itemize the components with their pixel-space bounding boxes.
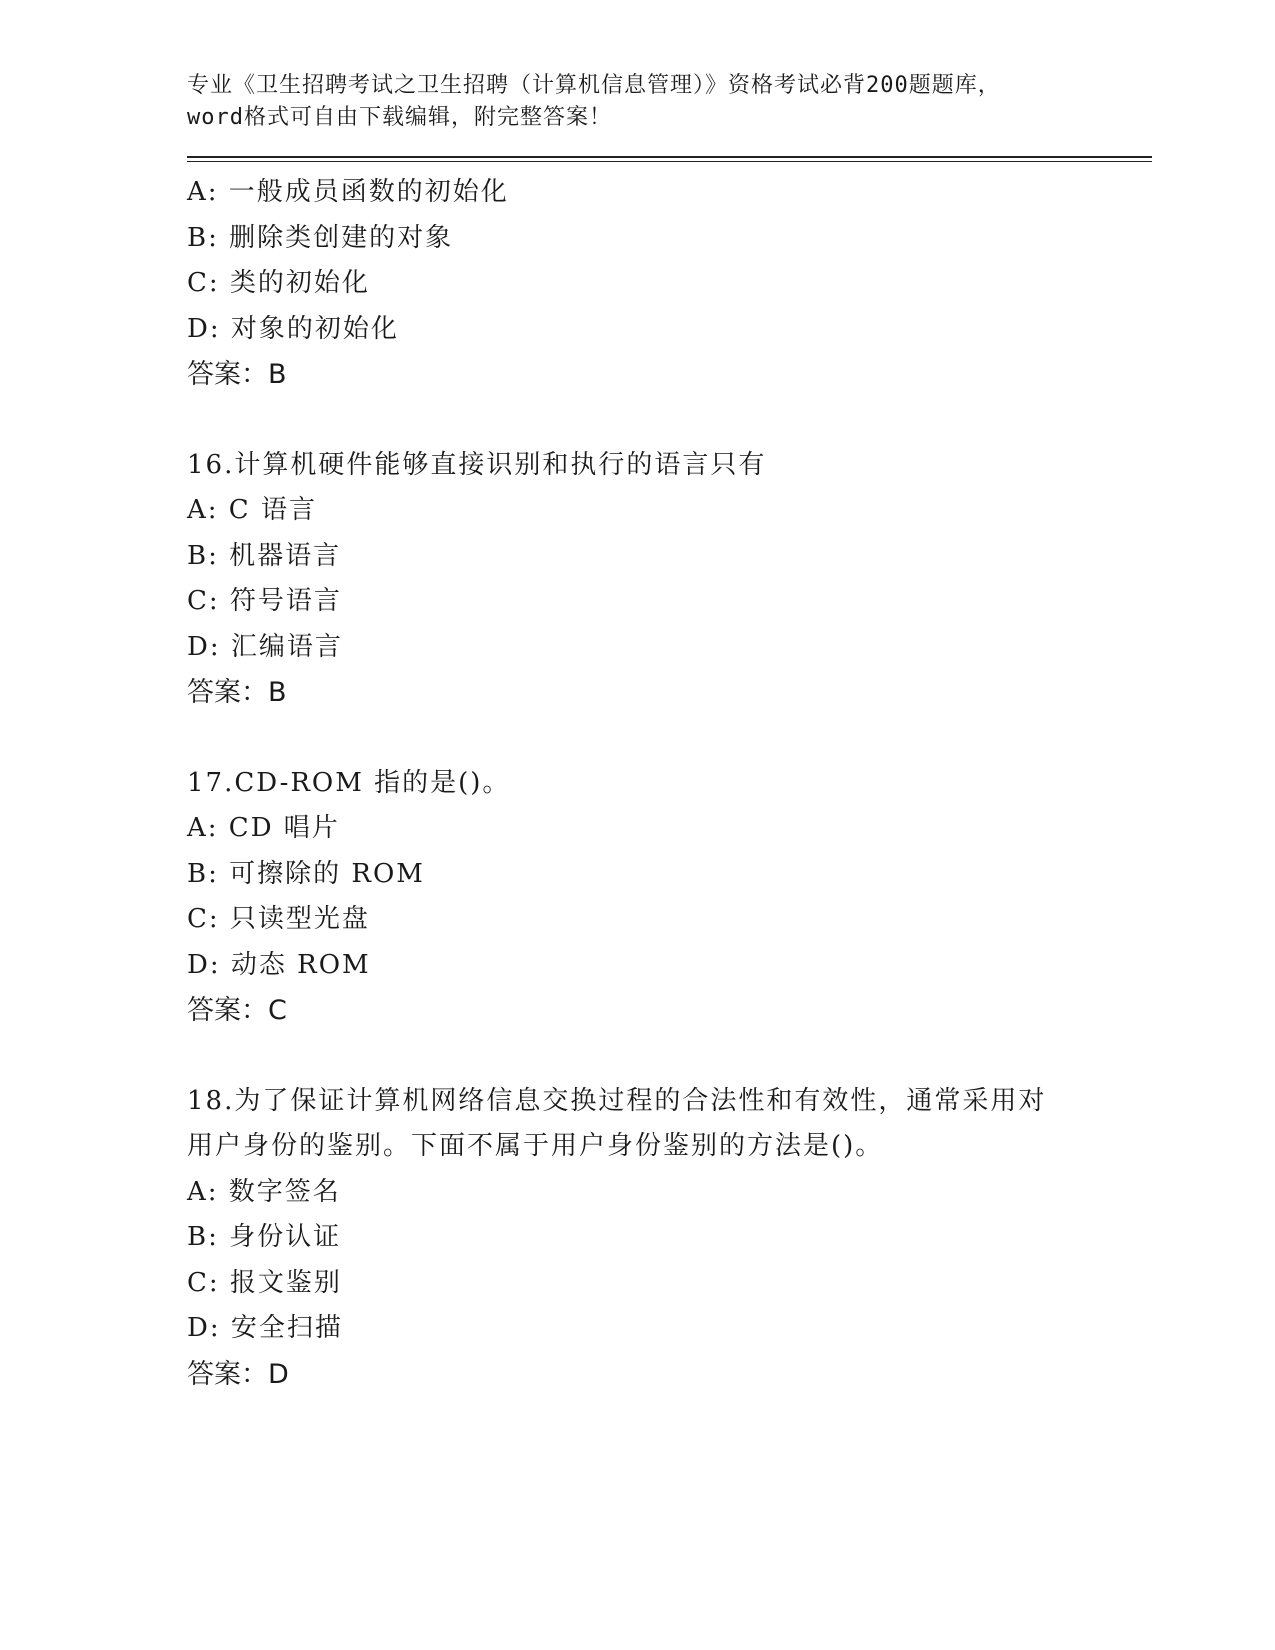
answer-line	[187, 352, 1152, 398]
option-a: A: 数字签名	[187, 1176, 341, 1207]
answer-label: 答案：	[187, 1358, 268, 1390]
question-stem: 16.计算机硬件能够直接识别和执行的语言只有	[187, 449, 767, 480]
answer-line	[187, 1352, 1152, 1398]
option-b: B: 删除类创建的对象	[187, 222, 454, 253]
header-divider	[187, 156, 1152, 162]
option-d: D: 动态 ROM	[187, 949, 371, 980]
question-17	[187, 761, 1152, 1034]
option-d: D: 对象的初始化	[187, 313, 399, 344]
answer-label: 答案：	[187, 677, 268, 708]
answer-value: B	[268, 677, 287, 708]
header-line-2: word格式可自由下载编辑，附完整答案！	[187, 105, 612, 130]
option-c: C: 类的初始化	[187, 268, 370, 298]
question-stem-line-1: 18.为了保证计算机网络信息交换过程的合法性和有效性，通常采用对	[187, 1085, 1047, 1116]
answer-value: B	[268, 359, 287, 390]
question-stem: 17.CD-ROM 指的是()。	[187, 767, 511, 798]
option-d: D: 汇编语言	[187, 631, 343, 662]
option-a: A: C 语言	[187, 495, 317, 525]
option-a: A: 一般成员函数的初始化	[187, 177, 509, 207]
option-d: D: 安全扫描	[187, 1313, 343, 1343]
option-c: C: 报文鉴别	[187, 1267, 342, 1298]
question-18	[187, 1079, 1152, 1398]
answer-line	[187, 988, 1152, 1034]
answer-value: D	[268, 1358, 289, 1390]
document-page	[187, 70, 1152, 1397]
question-16	[187, 443, 1152, 716]
header-line-1: 专业《卫生招聘考试之卫生招聘（计算机信息管理）》资格考试必背200题题库，	[187, 73, 1001, 98]
option-b: B: 可擦除的 ROM	[187, 858, 425, 889]
option-b: B: 机器语言	[187, 540, 342, 571]
option-c: C: 符号语言	[187, 586, 342, 616]
question-stem-line-2: 用户身份的鉴别。下面不属于用户身份鉴别的方法是()。	[187, 1131, 884, 1161]
document-header	[187, 70, 1152, 134]
option-c: C: 只读型光盘	[187, 904, 370, 934]
answer-value: C	[268, 995, 287, 1026]
answer-label: 答案：	[187, 359, 268, 390]
question-15-partial	[187, 170, 1152, 398]
answer-label: 答案：	[187, 995, 268, 1026]
option-b: B: 身份认证	[187, 1222, 342, 1252]
question-list	[187, 170, 1152, 1397]
answer-line	[187, 670, 1152, 716]
option-a: A: CD 唱片	[187, 813, 340, 843]
